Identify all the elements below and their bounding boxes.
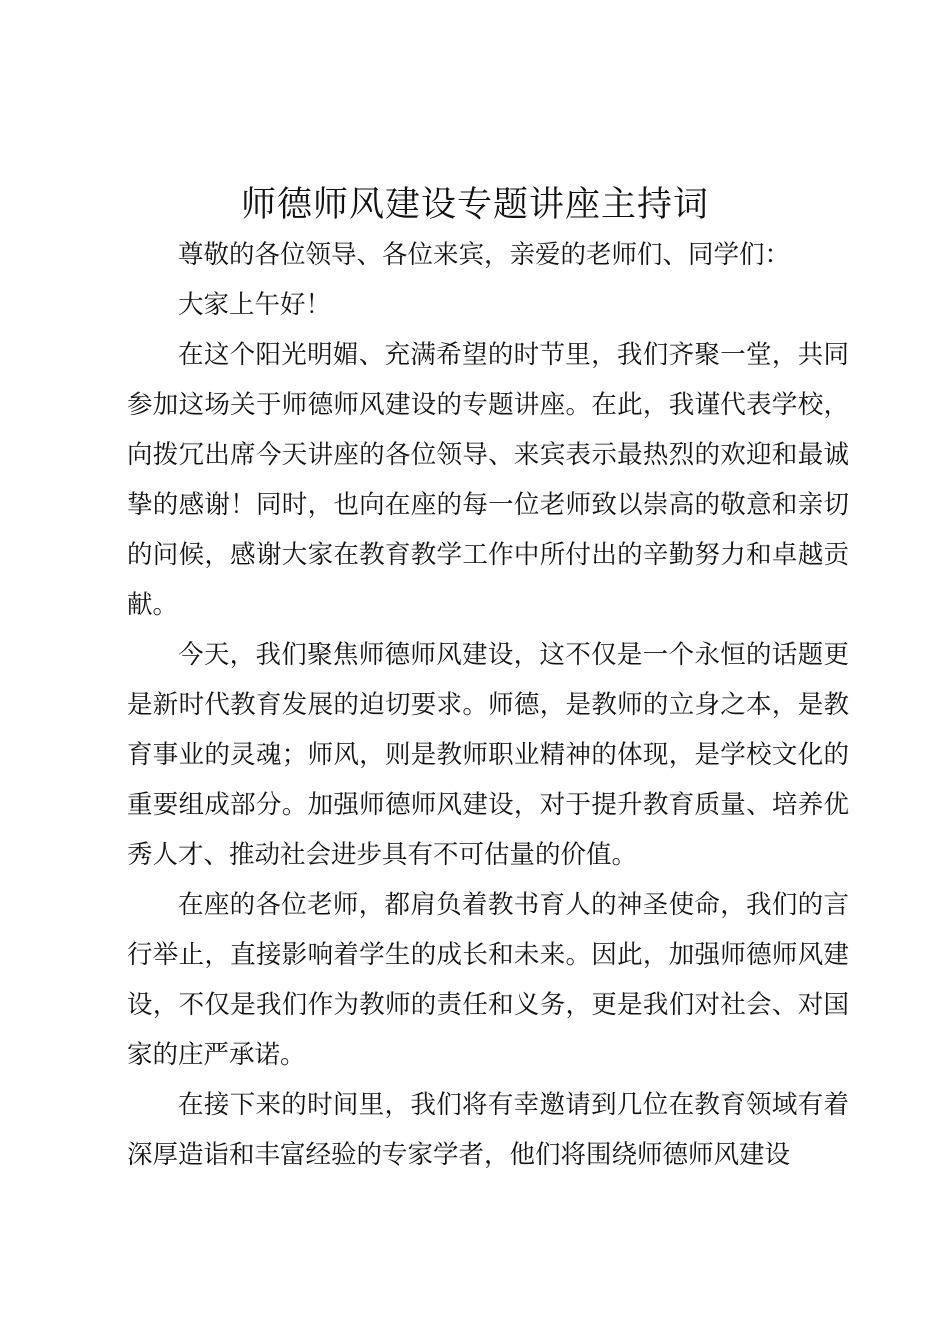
theme-paragraph: 今天，我们聚焦师德师风建设，这不仅是一个永恒的话题更是新时代教育发展的迫切要求。师德，是教师的立身之本，是教育事业的灵魂；师风，则是教师职业精神的体现，是学校文化的重要组成部分。加强师德师风建设，对于提升教育质量、培养优秀人才、推动社会进步具有不可估量的价值。 bbox=[127, 640, 849, 870]
mission-paragraph: 在座的各位老师，都肩负着教书育人的神圣使命，我们的言行举止，直接影响着学生的成长和未来。因此，加强师德师风建设，不仅是我们作为教师的责任和义务，更是我们对社会、对国家的庄严承诺。 bbox=[127, 890, 849, 1070]
greeting-paragraph: 大家上午好！ bbox=[178, 290, 332, 320]
document-title: 师德师风建设专题讲座主持词 bbox=[240, 185, 709, 225]
introduction-paragraph: 在接下来的时间里，我们将有幸邀请到几位在教育领域有着深厚造诣和丰富经验的专家学者，他们将围绕师德师风建设 bbox=[127, 1090, 849, 1170]
salutation-paragraph: 尊敬的各位领导、各位来宾，亲爱的老师们、同学们： bbox=[178, 240, 791, 270]
document-body bbox=[127, 230, 849, 1180]
welcome-paragraph: 在这个阳光明媚、充满希望的时节里，我们齐聚一堂，共同参加这场关于师德师风建设的专题讲座。在此，我谨代表学校，向拨冗出席今天讲座的各位领导、来宾表示最热烈的欢迎和最诚挚的感谢！同时，也向在座的每一位老师致以崇高的敬意和亲切的问候，感谢大家在教育教学工作中所付出的辛勤努力和卓越贡献。 bbox=[127, 340, 849, 620]
